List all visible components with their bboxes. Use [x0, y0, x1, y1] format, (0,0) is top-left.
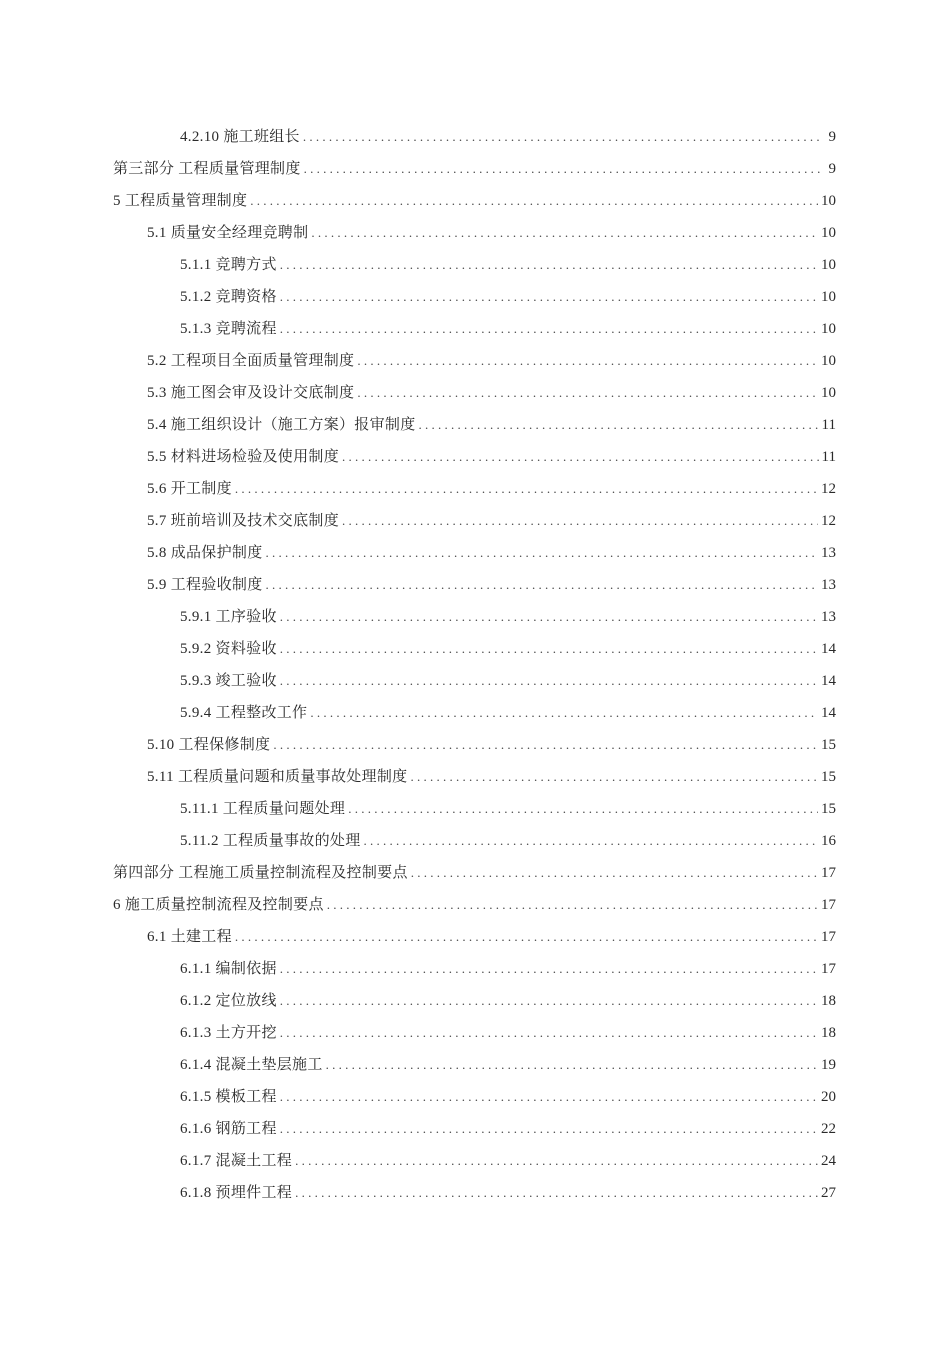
toc-entry[interactable]: [0, 601, 950, 633]
toc-entry-page: 13: [821, 545, 836, 561]
toc-entry[interactable]: [0, 921, 950, 953]
toc-entry-title: 5.7 班前培训及技术交底制度: [147, 513, 340, 529]
toc-entry-page: 27: [821, 1185, 836, 1201]
toc-entry-title: 5.11.2 工程质量事故的处理: [180, 833, 361, 849]
toc-entry[interactable]: [0, 953, 950, 985]
toc-entry-page: 14: [821, 673, 836, 689]
toc-entry-title: 6 施工质量控制流程及控制要点: [113, 897, 324, 913]
toc-entry[interactable]: [0, 377, 950, 409]
toc-entry-title: 6.1.2 定位放线: [180, 993, 277, 1009]
toc-entry-title: 5.9.4 工程整改工作: [180, 705, 308, 721]
dot-leader: [327, 893, 818, 917]
toc-entry-title: 5.9 工程验收制度: [147, 577, 263, 593]
dot-leader: [280, 605, 818, 629]
toc-entry[interactable]: [0, 1145, 950, 1177]
toc-entry[interactable]: [0, 121, 950, 153]
toc-entry-page: 17: [821, 865, 836, 881]
toc-entry-page: 10: [821, 353, 836, 369]
toc-entry-page: 17: [821, 897, 836, 913]
dot-leader: [357, 381, 818, 405]
toc-entry-page: 10: [821, 321, 836, 337]
dot-leader: [304, 157, 823, 181]
toc-entry[interactable]: [0, 281, 950, 313]
toc-entry[interactable]: [0, 1081, 950, 1113]
dot-leader: [280, 285, 818, 309]
toc-entry-title: 5.3 施工图会审及设计交底制度: [147, 385, 355, 401]
toc-entry[interactable]: [0, 441, 950, 473]
toc-entry[interactable]: [0, 217, 950, 249]
toc-entry-page: 17: [821, 961, 836, 977]
toc-entry-page: 10: [821, 257, 836, 273]
toc-entry-title: 5.1.2 竞聘资格: [180, 289, 277, 305]
dot-leader: [348, 797, 818, 821]
toc-entry-title: 5.1.3 竞聘流程: [180, 321, 277, 337]
toc-entry-page: 15: [821, 737, 836, 753]
toc-entry-title: 5.9.3 竣工验收: [180, 673, 277, 689]
dot-leader: [280, 1021, 818, 1045]
dot-leader: [303, 125, 823, 149]
dot-leader: [250, 189, 818, 213]
toc-entry-page: 10: [821, 225, 836, 241]
dot-leader: [410, 765, 818, 789]
toc-entry-page: 10: [821, 193, 836, 209]
toc-entry-page: 18: [821, 993, 836, 1009]
toc-entry[interactable]: [0, 761, 950, 793]
toc-entry[interactable]: [0, 985, 950, 1017]
toc-entry[interactable]: [0, 473, 950, 505]
toc-entry-page: 14: [821, 641, 836, 657]
toc-entry[interactable]: [0, 569, 950, 601]
toc-entry-page: 19: [821, 1057, 836, 1073]
toc-entry[interactable]: [0, 249, 950, 281]
dot-leader: [342, 445, 819, 469]
toc-entry-page: 24: [821, 1153, 836, 1169]
toc-entry-title: 5.5 材料进场检验及使用制度: [147, 449, 340, 465]
toc-entry-title: 第四部分 工程施工质量控制流程及控制要点: [113, 865, 408, 881]
toc-entry[interactable]: [0, 345, 950, 377]
toc-entry-title: 6.1.7 混凝土工程: [180, 1153, 293, 1169]
toc-entry-page: 18: [821, 1025, 836, 1041]
dot-leader: [326, 1053, 818, 1077]
toc-entry-title: 6.1.4 混凝土垫层施工: [180, 1057, 323, 1073]
toc-entry[interactable]: [0, 1049, 950, 1081]
dot-leader: [280, 669, 818, 693]
toc-entry[interactable]: [0, 665, 950, 697]
toc-entry-page: 13: [821, 609, 836, 625]
toc-entry[interactable]: [0, 505, 950, 537]
toc-entry[interactable]: [0, 153, 950, 185]
dot-leader: [411, 861, 818, 885]
dot-leader: [235, 477, 818, 501]
toc-entry-title: 4.2.10 施工班组长: [180, 129, 300, 145]
toc-entry-page: 14: [821, 705, 836, 721]
toc-entry-page: 12: [821, 481, 836, 497]
toc-entry-title: 6.1.3 土方开挖: [180, 1025, 277, 1041]
dot-leader: [280, 253, 818, 277]
toc-entry-title: 5.6 开工制度: [147, 481, 232, 497]
toc-entry[interactable]: [0, 889, 950, 921]
toc-entry-title: 5.1.1 竞聘方式: [180, 257, 277, 273]
toc-entry-page: 9: [828, 161, 836, 177]
toc-entry[interactable]: [0, 409, 950, 441]
dot-leader: [266, 541, 818, 565]
toc-entry-title: 6.1.8 预埋件工程: [180, 1185, 293, 1201]
toc-entry-page: 10: [821, 289, 836, 305]
toc-entry-page: 15: [821, 769, 836, 785]
toc-entry-title: 5.11 工程质量问题和质量事故处理制度: [147, 769, 408, 785]
toc-entry-page: 12: [821, 513, 836, 529]
toc-entry-title: 5 工程质量管理制度: [113, 193, 248, 209]
toc-entry-page: 16: [821, 833, 836, 849]
toc-entry-page: 9: [828, 129, 836, 145]
toc-entry[interactable]: [0, 185, 950, 217]
toc-entry-title: 5.9.1 工序验收: [180, 609, 277, 625]
toc-entry-page: 10: [821, 385, 836, 401]
toc-entry[interactable]: [0, 825, 950, 857]
dot-leader: [280, 989, 818, 1013]
dot-leader: [357, 349, 818, 373]
toc-entry-title: 5.10 工程保修制度: [147, 737, 271, 753]
toc-entry-title: 5.8 成品保护制度: [147, 545, 263, 561]
toc-entry[interactable]: [0, 1177, 950, 1209]
toc-entry[interactable]: [0, 729, 950, 761]
dot-leader: [273, 733, 818, 757]
dot-leader: [280, 637, 818, 661]
toc-entry-page: 13: [821, 577, 836, 593]
toc-entry-page: 17: [821, 929, 836, 945]
toc-entry-page: 11: [821, 449, 836, 465]
toc-entry-title: 6.1.1 编制依据: [180, 961, 277, 977]
toc-entry-page: 22: [821, 1121, 836, 1137]
dot-leader: [295, 1149, 818, 1173]
toc-entry-title: 5.9.2 资料验收: [180, 641, 277, 657]
toc-entry[interactable]: [0, 793, 950, 825]
toc-entry-page: 20: [821, 1089, 836, 1105]
dot-leader: [311, 221, 818, 245]
dot-leader: [235, 925, 818, 949]
toc-entry-title: 5.1 质量安全经理竞聘制: [147, 225, 309, 241]
dot-leader: [280, 317, 818, 341]
dot-leader: [342, 509, 818, 533]
toc-entry[interactable]: [0, 537, 950, 569]
toc-entry-title: 6.1 土建工程: [147, 929, 232, 945]
toc-entry[interactable]: [0, 857, 950, 889]
toc-entry[interactable]: [0, 313, 950, 345]
dot-leader: [364, 829, 819, 853]
toc-entry[interactable]: [0, 633, 950, 665]
toc-entry[interactable]: [0, 1113, 950, 1145]
toc-entry-title: 第三部分 工程质量管理制度: [113, 161, 301, 177]
dot-leader: [280, 957, 818, 981]
toc-entry[interactable]: [0, 697, 950, 729]
dot-leader: [295, 1181, 818, 1205]
dot-leader: [266, 573, 818, 597]
toc-entry-title: 6.1.6 钢筋工程: [180, 1121, 277, 1137]
toc-entry-title: 5.11.1 工程质量问题处理: [180, 801, 346, 817]
dot-leader: [280, 1085, 818, 1109]
toc-entry-page: 11: [821, 417, 836, 433]
toc-entry-title: 5.4 施工组织设计（施工方案）报审制度: [147, 417, 416, 433]
table-of-contents: [0, 121, 950, 1209]
toc-entry-title: 6.1.5 模板工程: [180, 1089, 277, 1105]
dot-leader: [419, 413, 819, 437]
dot-leader: [280, 1117, 818, 1141]
dot-leader: [310, 701, 818, 725]
toc-entry[interactable]: [0, 1017, 950, 1049]
toc-entry-title: 5.2 工程项目全面质量管理制度: [147, 353, 355, 369]
toc-entry-page: 15: [821, 801, 836, 817]
